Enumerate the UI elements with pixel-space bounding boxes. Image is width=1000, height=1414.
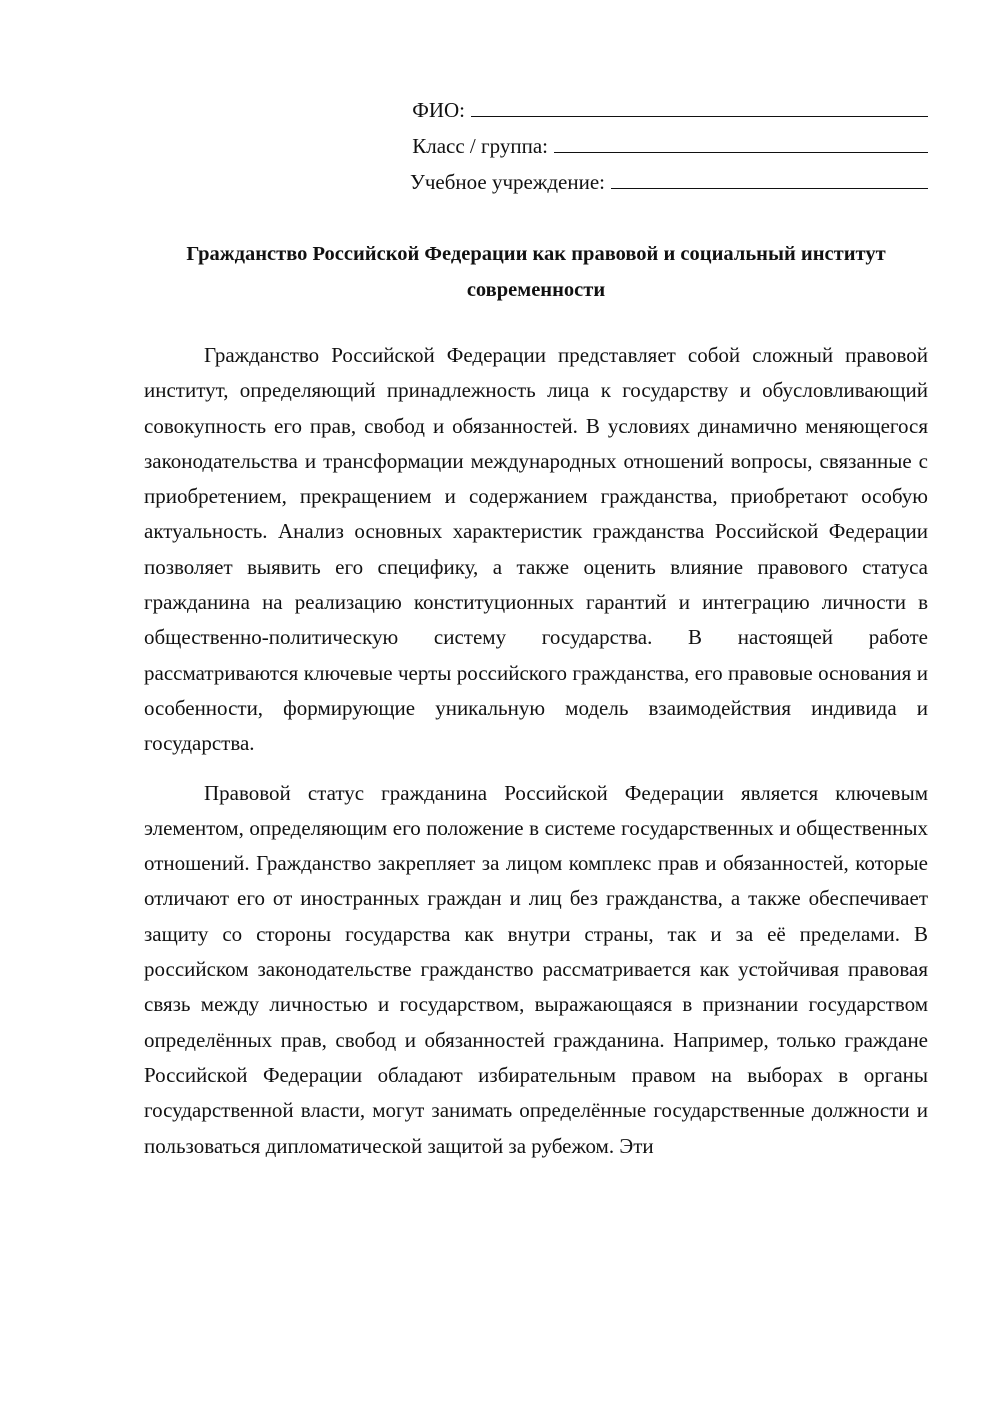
document-page (144, 92, 928, 1164)
class-row (144, 128, 928, 164)
document-title: Гражданство Российской Федерации как правовой и социальный институт современности (186, 243, 886, 301)
school-blank-line[interactable] (611, 164, 928, 189)
body-paragraph-1: Гражданство Российской Федерации представляет собой сложный правовой институт, определяющий принадлежность лица к государству и обусловливающий совокупность его прав, свобод и обязанностей. В условиях динамично меняющегося законодательства и трансформации международных отношений вопросы, связанные с приобретением, прекращением и содержанием гражданства, приобретают особую актуальность. Анализ основных характеристик гражданства Российской Федерации позволяет выявить его специфику, а также оценить влияние правового статуса гражданина на реализацию конституционных гарантий и интеграцию личности в общественно-политическую систему государства. В настоящей работе рассматриваются ключевые черты российского гражданства, его правовые основания и особенности, формирующие уникальную модель взаимодействия индивида и государства. (144, 343, 928, 756)
fio-blank-line[interactable] (471, 92, 928, 117)
school-label: Учебное учреждение: (409, 170, 605, 194)
fio-label: ФИО: (412, 98, 465, 122)
body-paragraph-2: Правовой статус гражданина Российской Федерации является ключевым элементом, определяющим его положение в системе государственных и общественных отношений. Гражданство закрепляет за лицом комплекс прав и обязанностей, которые отличают его от иностранных граждан и лиц без гражданства, а также обеспечивает защиту со стороны государства как внутри страны, так и за её пределами. В российском законодательстве гражданство рассматривается как устойчивая правовая связь между личностью и государством, выражающаяся в признании государством определённых прав, свобод и обязанностей гражданина. Например, только граждане Российской Федерации обладают избирательным правом на выборах в органы государственной власти, могут занимать определённые государственные должности и пользоваться дипломатической защитой за рубежом. Эти (144, 780, 928, 1158)
class-blank-line[interactable] (554, 128, 928, 153)
school-row (144, 164, 928, 200)
fio-row (144, 92, 928, 128)
class-label: Класс / группа: (412, 134, 548, 158)
student-info-header (144, 92, 928, 200)
